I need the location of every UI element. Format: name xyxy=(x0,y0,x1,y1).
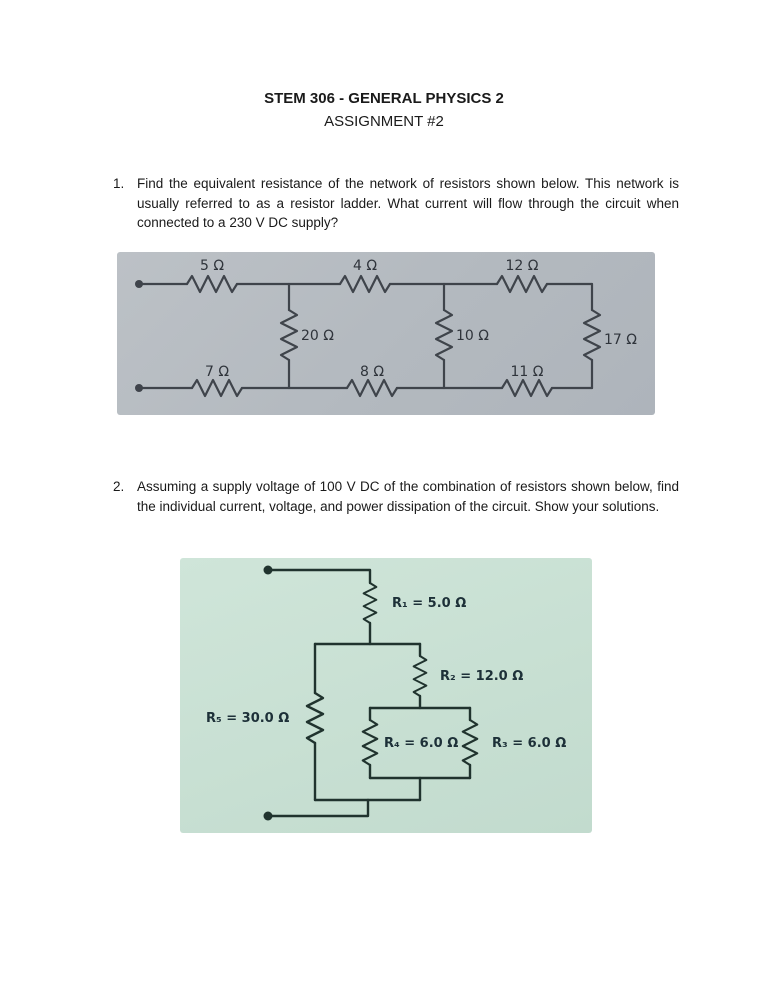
label-resistor-4ohm: 4 Ω xyxy=(352,258,378,274)
resistor-r1 xyxy=(364,583,377,623)
resistor-r3 xyxy=(463,720,477,765)
resistor-7ohm xyxy=(192,380,242,396)
document-subtitle: ASSIGNMENT #2 xyxy=(324,113,444,130)
resistor-r4 xyxy=(363,720,377,765)
label-resistor-8ohm: 8 Ω xyxy=(359,364,385,380)
label-resistor-10ohm: 10 Ω xyxy=(456,328,489,344)
label-resistor-r5: R₅ = 30.0 Ω xyxy=(206,711,290,726)
question-2-number: 2. xyxy=(113,479,125,494)
wire xyxy=(268,570,370,583)
terminal-dot xyxy=(135,384,143,392)
terminal-dot xyxy=(135,280,143,288)
resistor-12ohm xyxy=(497,276,547,292)
label-resistor-17ohm: 17 Ω xyxy=(604,332,637,348)
question-2 xyxy=(113,477,679,516)
label-resistor-12ohm: 12 Ω xyxy=(505,258,539,274)
terminal-dot xyxy=(264,812,273,821)
resistor-5ohm xyxy=(187,276,237,292)
question-1 xyxy=(113,174,679,233)
label-resistor-7ohm: 7 Ω xyxy=(204,364,230,380)
label-resistor-r1: R₁ = 5.0 Ω xyxy=(392,596,467,611)
resistor-11ohm xyxy=(502,380,552,396)
series-parallel-circuit-diagram xyxy=(180,558,592,833)
question-2-text: Assuming a supply voltage of 100 V DC of the combination of resistors shown below, find the individual current, voltage, and power dissipation of the circuit. Show your solutions. xyxy=(137,479,679,514)
label-resistor-r2: R₂ = 12.0 Ω xyxy=(440,669,524,684)
resistor-r5 xyxy=(307,693,323,743)
circuit-2-figure xyxy=(180,558,592,833)
label-resistor-11ohm: 11 Ω xyxy=(510,364,544,380)
resistor-r2 xyxy=(414,656,427,696)
label-resistor-r4: R₄ = 6.0 Ω xyxy=(384,736,459,751)
document-title: STEM 306 - GENERAL PHYSICS 2 xyxy=(264,90,504,107)
question-1-number: 1. xyxy=(113,176,125,191)
resistor-10ohm xyxy=(436,310,452,360)
resistor-ladder-diagram xyxy=(117,252,655,415)
circuit-1-figure xyxy=(117,252,655,415)
terminal-dot xyxy=(264,566,273,575)
label-resistor-r3: R₃ = 6.0 Ω xyxy=(492,736,567,751)
question-1-text: Find the equivalent resistance of the network of resistors shown below. This network is usually referred to as a resistor ladder. What current will flow through the circuit when connected to a 230 V DC supply? xyxy=(137,176,679,230)
resistor-8ohm xyxy=(347,380,397,396)
label-resistor-5ohm: 5 Ω xyxy=(199,258,225,274)
resistor-20ohm xyxy=(281,310,297,360)
wire xyxy=(268,800,368,816)
label-resistor-20ohm: 20 Ω xyxy=(301,328,334,344)
resistor-4ohm xyxy=(340,276,390,292)
resistor-17ohm xyxy=(584,310,600,360)
